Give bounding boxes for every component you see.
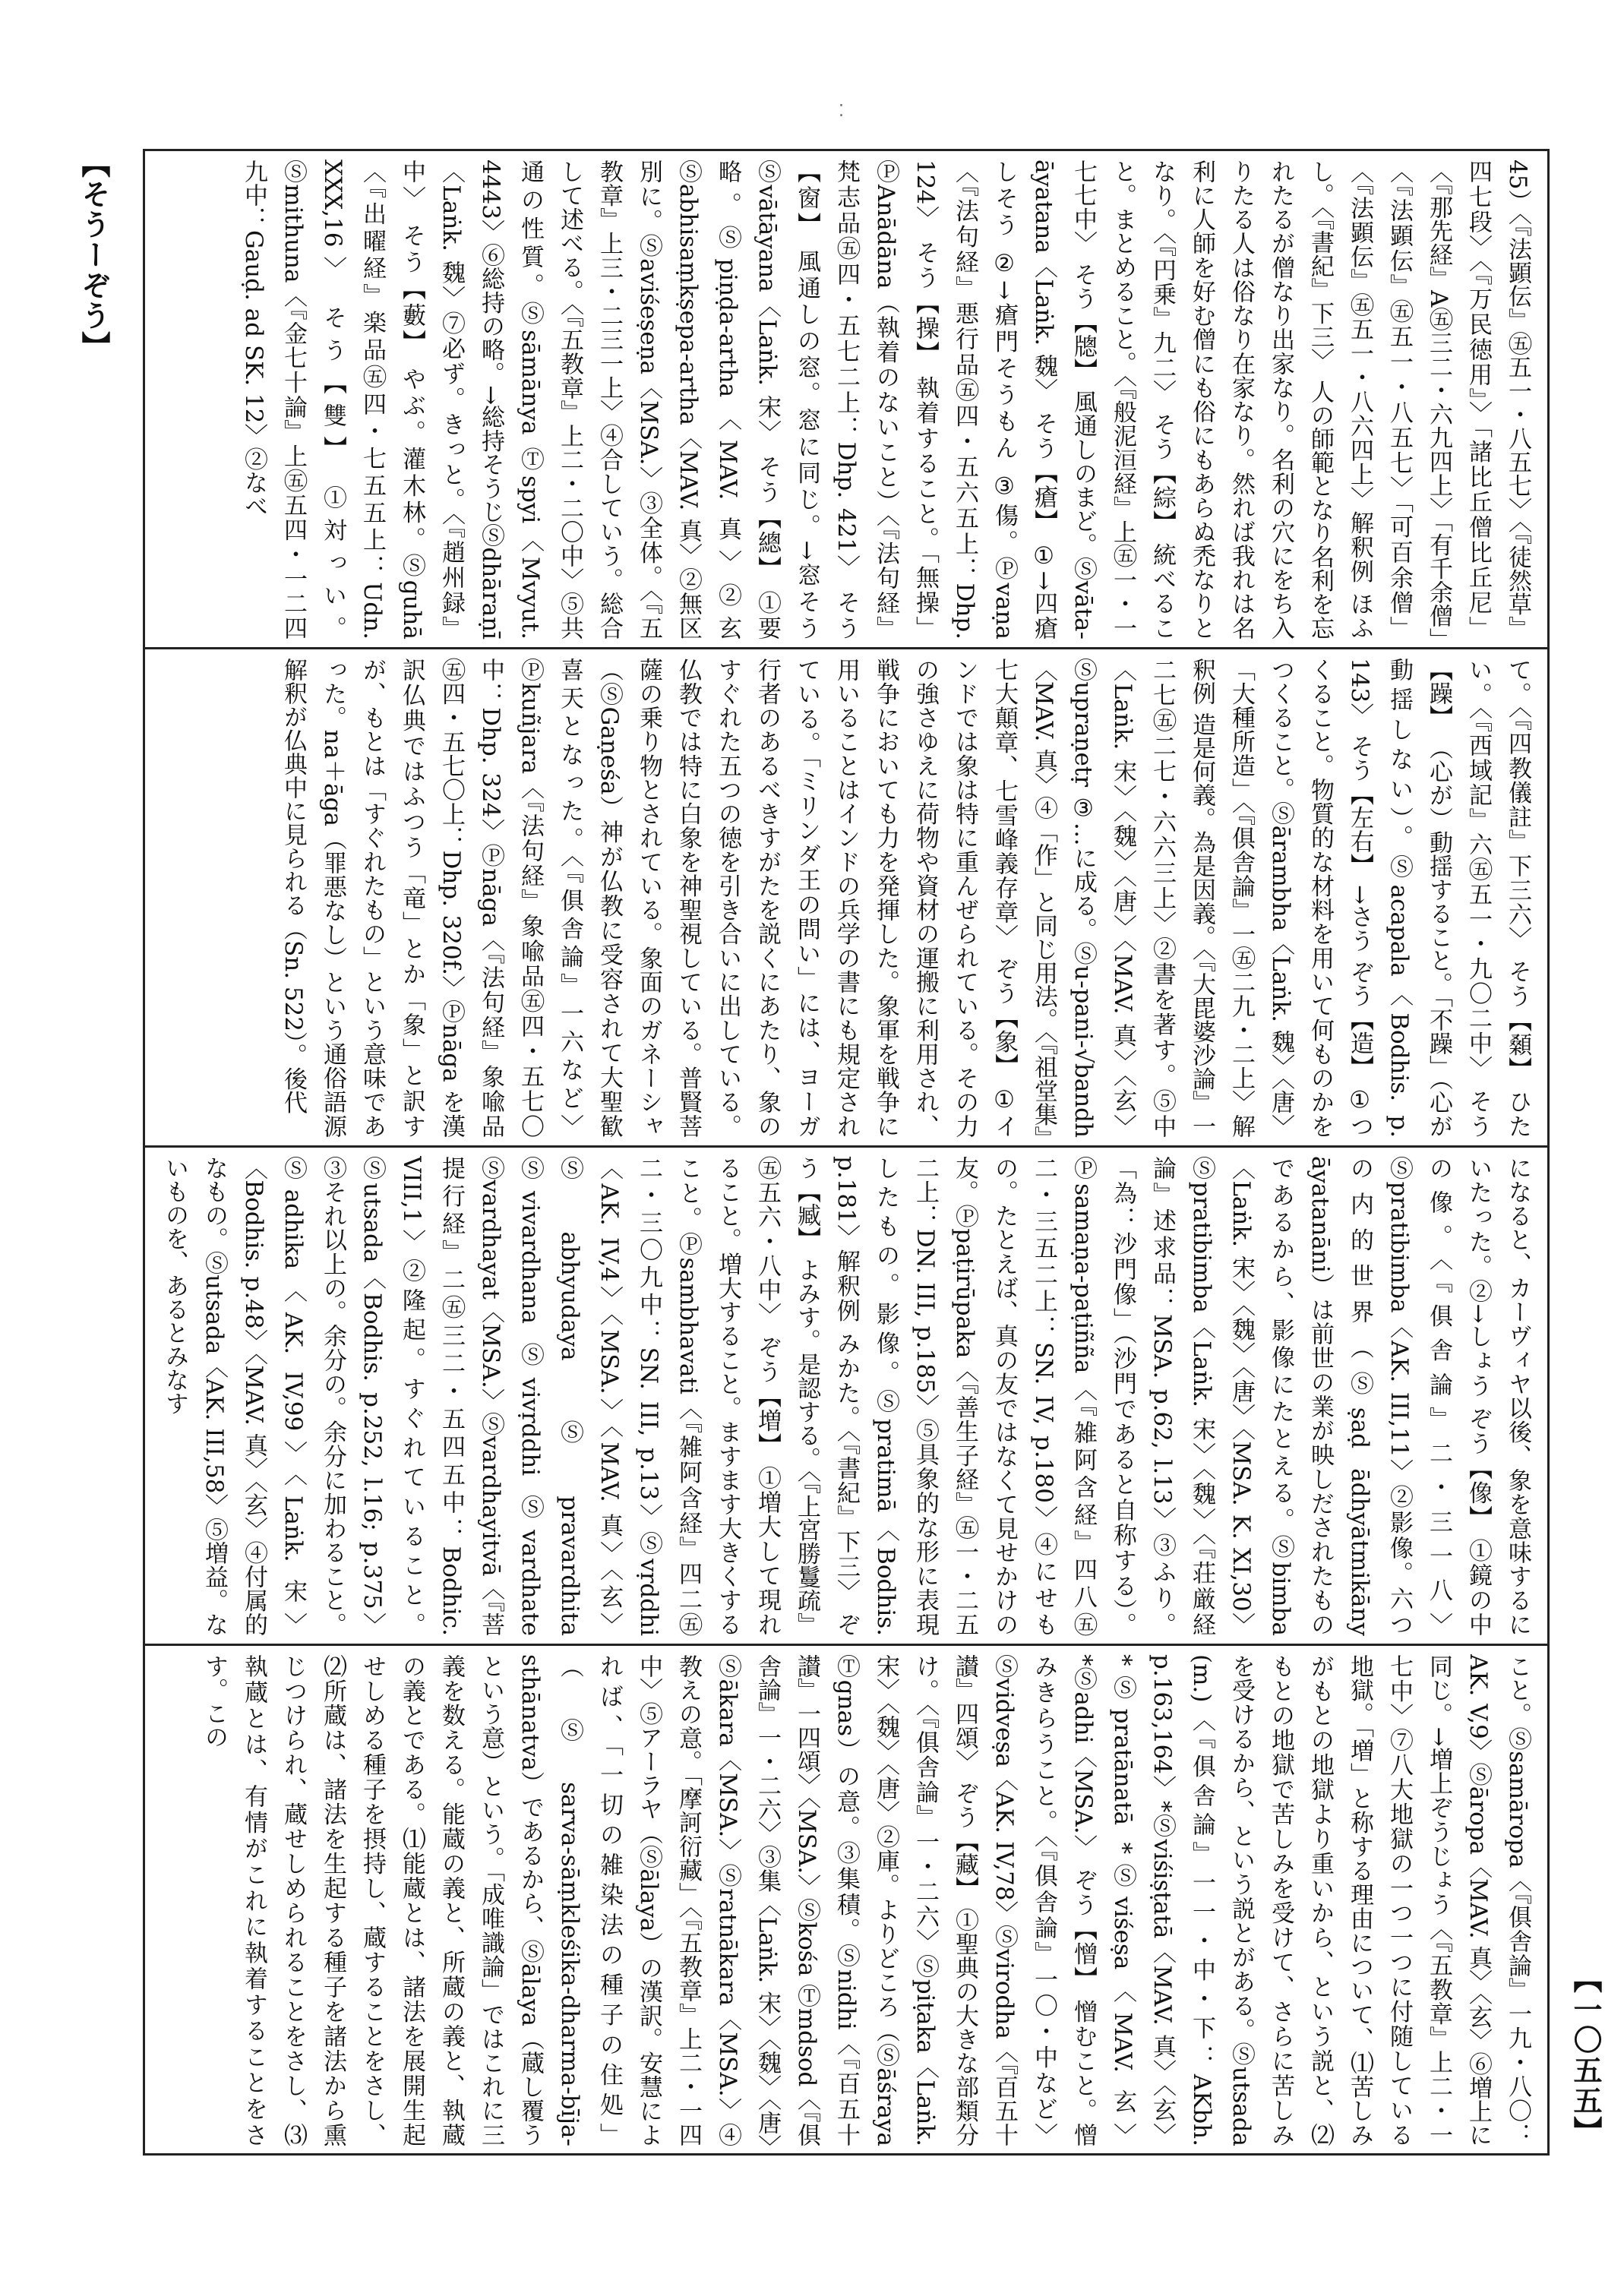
dictionary-entry: そう【操】 執着すること。「無操」ⓅAnādāna（執着のないこと）〈『法句経』梵志品㊄四・五七二上：Dhp. 421〉 <box>833 159 939 640</box>
dictionary-entry: そう【雙】 ①対っい。Ⓢmithuna〈『金七十論』上㊄五四・一二四九中：Gauḍ. ad SK. 12〉②なべ <box>240 159 346 640</box>
dictionary-entry: ぞう【藏】 ①聖典の大きな部類分け。〈『俱舎論』一・二六〉Ⓢpiṭaka〈Laṅk. 宋〉〈魏〉〈唐〉②庫。よりどころ（Ⓢāśraya Ⓣgnas）の意。③集積。Ⓢnidhi〈『百五十讃』一四頌〉〈MSA.〉Ⓢkośa Ⓣmdsod〈『俱舎論』一・二六〉③集〈Laṅk. 宋〉〈魏〉〈唐〉Ⓢākara〈MSA.〉Ⓢratnākara〈MSA.〉④教えの意。「摩訶衍藏」〈『五教章』上二・一四中〉⑤アーラヤ（Ⓢālaya）の漢訳。安慧によれば、「一切の雑染法の種子の住処」（Ⓢsarva-sāṃkleśika-dharma-bīja-sthānatva）であるから、Ⓢālaya（蔵し覆うという意）という。「成唯識論」ではこれに三義を数える。能蔵の義と、所蔵の義と、執蔵の義とである。⑴能蔵とは、諸法を展開生起せしめる種子を摂持し、蔵することをさし、⑵所蔵は、諸法を生起する種子を諸法から熏じつけられ、蔵せしめられることをさし、⑶執蔵とは、有情がこれに執着することをさす。この <box>201 1654 978 2146</box>
dictionary-entry: になると、カーヴィヤ以後、象を意味するにいたった。②→しょう <box>1464 1156 1531 1636</box>
dictionary-entry: ぞう【造】 ①つくること。物質的な材料を用いて何ものかをつくること。Ⓢārambha〈Laṅk. 魏〉〈唐〉「大種所造」〈『俱舎論』一㊄二九・二上〉解釈例 造是何義。為是因義。〈『大毘婆沙論』一二七㊄二七・六六三上〉②書を著す。⑤中〈Laṅk. 宋〉〈魏〉〈唐〉〈MAV. 真〉〈玄〉Ⓢupraṇetṛ ③…に成る。Ⓢu-pani-√bandh〈MAV. 真〉④「作」と同じ用法。〈『祖堂集』七大顛章、七雪峰義存章〉 <box>991 658 1373 1138</box>
running-head: 【そうーぞう】 <box>77 149 111 362</box>
dictionary-entry: そう【顙】 ひたい。〈『西域記』六㊄五一・九〇二中〉 <box>1464 658 1531 1138</box>
dictionary-entry: そう【瘡】 ①→四瘡しそう ②→瘡門そうもん ③傷。Ⓟvaṇa〈『法句経』悪行品㊄四・五六五上：Dhp. 124〉 <box>912 159 1057 640</box>
dictionary-entry: そう【總】 ①要略。Ⓢpiṇḍa-artha〈MAV. 真〉②玄 Ⓢabhisaṃkṣepa-artha〈MAV. 真〉②無区別に。Ⓢaviśeṣeṇa〈MSA.〉③全体。〈『五教章』上三・二三一上〉④合していう。総合して述べる。〈『五教章』上二・二〇中〉⑤共通の性質。Ⓢsāmānya Ⓣspyi〈Mvyut. 4443〉⑥総持の略。→総持そうじⓈdhāraṇī〈Laṅk. 魏〉⑦必ず。きっと。〈『趙州録』中〉 <box>398 159 781 640</box>
page-number: 【一〇五五】 <box>1569 1964 1603 2146</box>
dictionary-entry: そう【牕】 風通しのまど。Ⓢvāta-āyatana〈Laṅk. 魏〉 <box>1030 159 1097 640</box>
dictionary-entry: こと。Ⓢsamāropa〈『俱舎論』一九・八〇：AK. V,9〉Ⓢāropa〈MAV. 真〉〈玄〉⑥増上に同じ。→増上ぞうじょう〈『五教章』上二・一七中〉⑦八大地獄の一つ一つに付随している地獄。「増」と称する理由について、⑴苦しみがもとの地獄より重いから、という説と、⑵もとの地獄で苦しみを受けて、さらに苦しみを受けるから、という説とがある。Ⓢutsada (m.)〈『俱舎論』一一・中・下：AKbh. p.163,164〉*Ⓢviśiṣṭatā〈MAV. 真〉〈玄〉*Ⓢpratānatā *Ⓢviśeṣa〈MAV. 玄〉*Ⓢadhi〈MSA.〉 <box>1070 1654 1531 2146</box>
dictionary-entry: そう【綜】 統べること。まとめること。〈『般泥洹経』上㊄一・一七七中〉 <box>1070 159 1176 640</box>
tier-divider-3 <box>143 1644 1550 1646</box>
dictionary-entry: そう【左右】 →さう <box>1346 734 1373 952</box>
dictionary-entry: て。〈『四教儀註』下三六〉 <box>1504 658 1531 952</box>
tier-4 <box>155 1654 1537 2146</box>
dictionary-entry: ぞう【臧】 よみす。是認する。〈『上宮勝鬘疏』㊄五六・八中〉 <box>754 1156 860 1636</box>
dictionary-entry: そう【藪】 やぶ。灌木林。Ⓢguhā〈『出曜経』楽品㊄四・七五五上：Udn. XXX,16〉 <box>319 159 425 640</box>
dictionary-entry: ぞう【憎】 憎むこと。憎みきらうこと。〈『俱舎論』一〇・中など〉Ⓢvidveṣa〈AK. IV,78〉Ⓢvirodha〈『百五十讃』四頌〉 <box>951 1654 1097 2146</box>
dictionary-entry: ぞう【象】 ①インドでは象は特に重んぜられている。その力の強さゆえに荷物や資材の運搬に利用され、戦争においても力を発揮した。象軍を戦争に用いることはインドの兵学の書にも規定されている。「ミリンダ王の問い」には、ヨーガ行者のあるべきすがたを説くにあたり、象のすぐれた五つの徳を引き合いに出している。仏教では特に白象を神聖視している。普賢菩薩の乗り物とされている。象面のガネーシャ（ⓈGaṇeśa）神が仏教に受容されて大聖歓喜天となった。〈『俱舎論』一六など〉Ⓟkuñjara〈『法句経』象喩品㊄四・五七〇中：Dhp. 324〉Ⓟnāga〈『法句経』象喩品㊄四・五七〇上：Dhp. 320f.〉Ⓟnāga を漢訳仏典ではふつう「竜」とか「象」と訳すが、もとは「すぐれたもの」という意味であった。na＋āga（罪悪なし）という通俗語源解釈が仏典中に見られる（Sn. 522）。後代 <box>280 658 1018 1138</box>
tier-divider-1 <box>143 647 1550 649</box>
dictionary-entry: ぞう【像】 ①鏡の中の像。〈『俱舎論』二・三一八〉Ⓢpratibimba〈AK. III,11〉②影像。六つの内的世界（Ⓢṣaḍ ādhyātmikāny āyatanāni）は前世の業が映しだされたものであるから、影像にたとえる。Ⓢbimba〈Laṅk. 宋〉〈魏〉〈唐〉〈MSA. K. XI,30〉Ⓢpratibimba〈Laṅk. 宋〉〈魏〉〈『荘厳経論』述求品：MSA. p.62, l.13〉③ふり。「為：沙門像」（沙門であると自称する）。Ⓟsamaṇa-paṭiñña〈『雑阿含経』四八㊄二・三五二上：SN. IV, p.180〉④にせもの。たとえば、真の友ではなくて見せかけの友。Ⓟpaṭirūpaka〈『善生子経』㊄一・二五二上：DN. III, p.185〉⑤具象的な形に表現したもの。影像。Ⓢpratimā〈Bodhis. p.181〉解釈例 みかた。〈『書紀』下三〉 <box>833 1156 1492 1636</box>
tier-2 <box>155 658 1537 1138</box>
tier-1 <box>155 159 1537 640</box>
top-dot-mark: ⁚ <box>839 102 844 121</box>
dictionary-entry: 45）〈『法顕伝』㊄五一・八五七〉〈『徒然草』四七段〉〈『万民徳用』〉「諸比丘僧比丘尼」〈『那先経』A㊄三二・六九四上〉「有千余僧」〈『法顕伝』㊄五一・八五七〉「可百余僧」〈『法顕伝』㊄五一・八六四上〉解釈例 ほふし。〈『書紀』下三〉 人の師範となり名利を忘れたるが僧なり出家なり。名利の穴にをち入りたる人は俗なり在家なり。然れば我れは名利に人師を好む僧にも俗にもあらぬ禿なりとなり。〈『円乗』九二〉 <box>1148 159 1531 640</box>
dictionary-entry: ぞう【増】 ①増大して現れること。増大すること。ますます大きくすること。Ⓟsambhavati〈『雑阿含経』四二㊄二・三〇九中：SN. III, p.13〉Ⓢvṛddhi〈AK. IV,4〉〈MSA.〉〈MAV. 真〉〈玄〉Ⓢabhyudaya Ⓢpravardhita Ⓢvivardhana Ⓢvivṛddhi Ⓢvardhate Ⓢvardhayat〈MSA.〉Ⓢvardhayitvā〈『菩提行経』二㊄三二・五四五中：Bodhic. VIII,1〉②隆起。すぐれていること。Ⓢutsada〈Bodhis. p.252, l.16; p.375〉③それ以上の。余分の。余分に加わること。Ⓢadhika〈AK. IV,99〉〈Laṅk. 宋〉〈Bodhis. p.48〉〈MAV. 真〉〈玄〉④付属的なもの。Ⓢutsada〈AK. III,58〉⑤増益。ないものを、あるとみなす <box>161 1156 781 1636</box>
dictionary-entry: そう【躁】 （心が）動揺すること。「不躁」（心が動揺しない）。Ⓢacapala〈Bodhis. p. 143〉 <box>1346 658 1492 1138</box>
tier-divider-2 <box>143 1145 1550 1148</box>
dictionary-entry: そう【窗】 風通しの窓。窓に同じ。→窓そう Ⓢvātāyana〈Laṅk. 宋〉 <box>754 159 860 640</box>
tier-3 <box>155 1156 1537 1636</box>
